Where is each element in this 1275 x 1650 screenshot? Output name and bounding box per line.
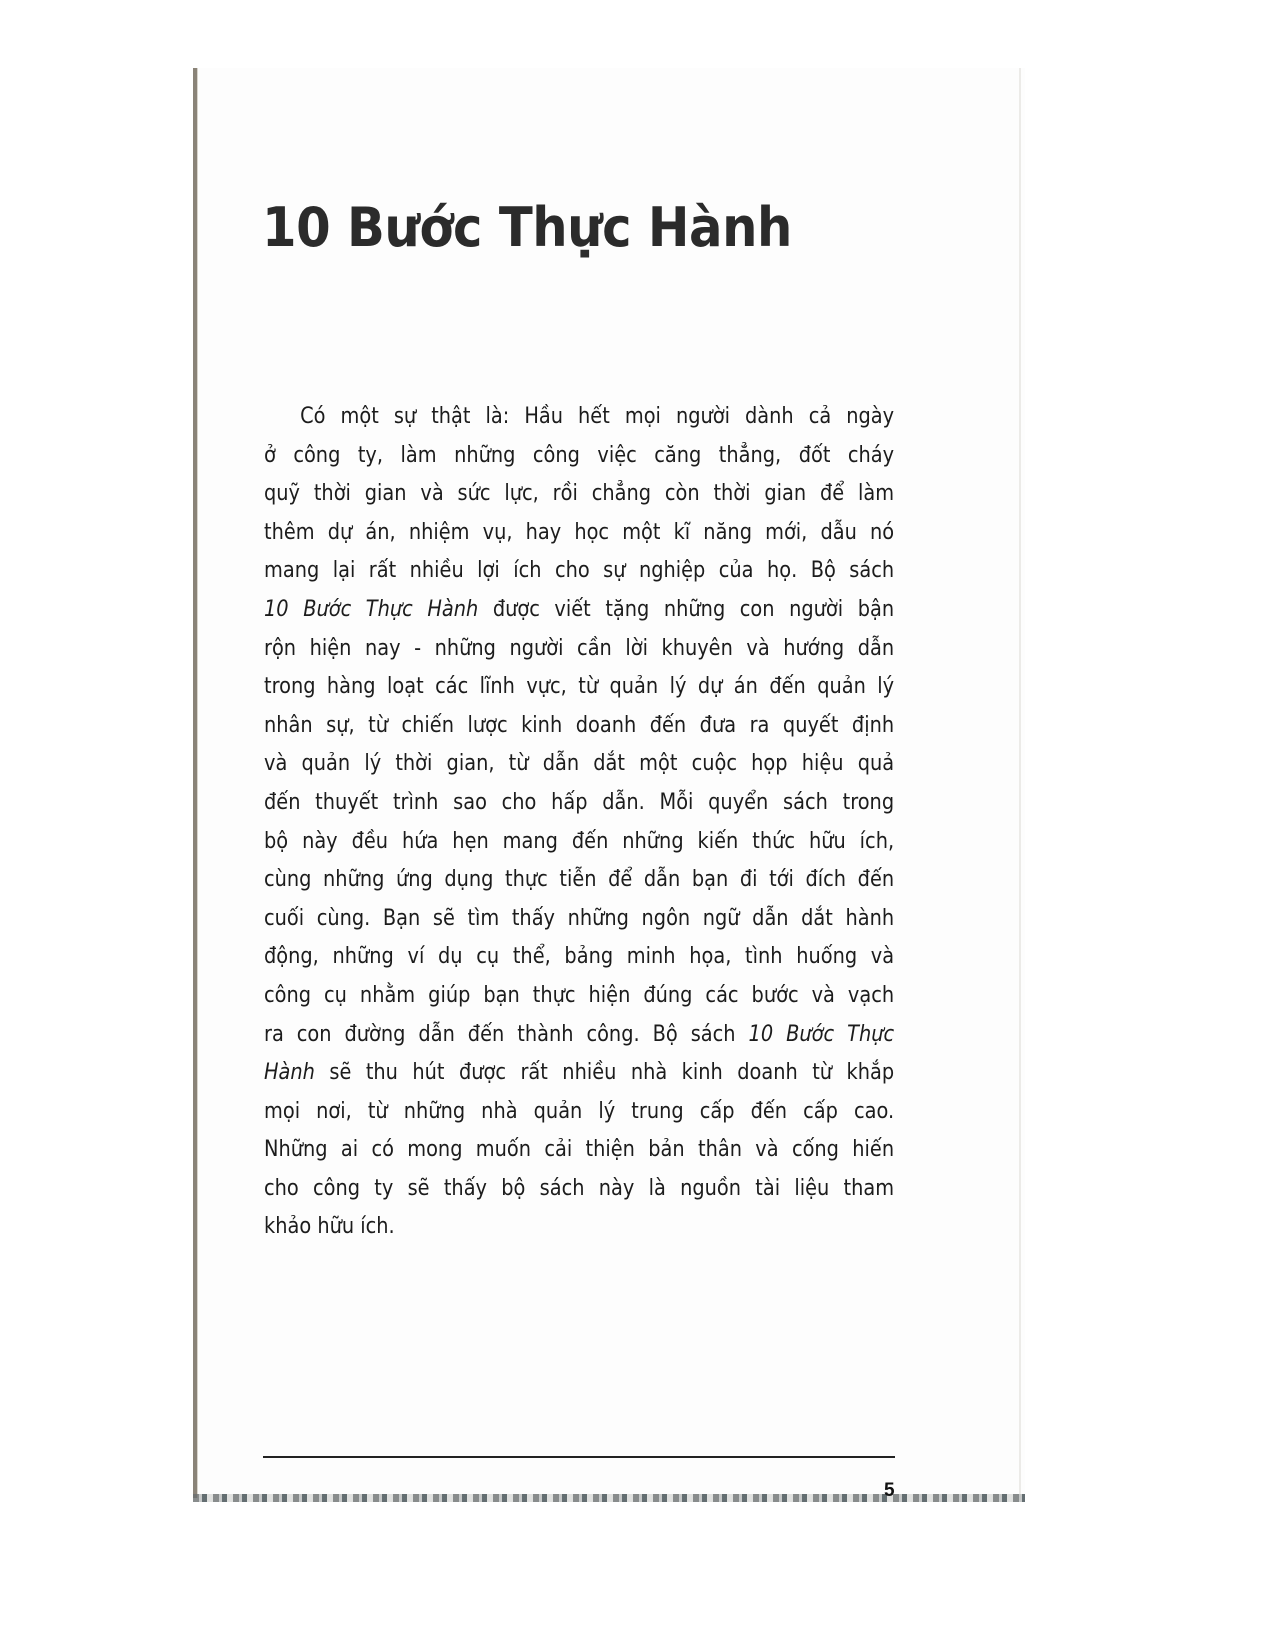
text-line bbox=[264, 899, 894, 938]
text-run: khảo hữu ích. bbox=[264, 1213, 395, 1240]
text-run: cùng những ứng dụng thực tiễn để dẫn bạn đi tới đích đến bbox=[264, 866, 895, 893]
text-run: Có một sự thật là: Hầu hết mọi người dành cả ngày bbox=[300, 403, 895, 429]
text-line bbox=[264, 822, 894, 861]
body-paragraph bbox=[264, 397, 894, 1246]
text-line bbox=[264, 1130, 894, 1169]
text-run: được viết tặng những con người bận bbox=[478, 595, 895, 622]
text-run: ở công ty, làm những công việc căng thẳng, đốt cháy bbox=[264, 441, 895, 468]
text-run: bộ này đều hứa hẹn mang đến những kiến thức hữu ích, bbox=[264, 827, 895, 854]
text-line bbox=[264, 1207, 894, 1246]
footer-rule bbox=[263, 1456, 895, 1458]
book-title-italic: 10 Bước Thực Hành bbox=[264, 595, 479, 622]
text-run: cho công ty sẽ thấy bộ sách này là nguồn tài liệu tham bbox=[264, 1174, 895, 1201]
text-run: sẽ thu hút được rất nhiều nhà kinh doanh từ khắp bbox=[314, 1059, 895, 1086]
text-run: ra con đường dẫn đến thành công. Bộ sách bbox=[264, 1020, 749, 1047]
text-line bbox=[264, 1053, 894, 1092]
text-line bbox=[264, 397, 894, 436]
text-run: Những ai có mong muốn cải thiện bản thân và cống hiến bbox=[264, 1136, 895, 1163]
text-run: nhân sự, từ chiến lược kinh doanh đến đưa ra quyết định bbox=[264, 711, 895, 738]
text-line bbox=[264, 590, 894, 629]
text-run: cuối cùng. Bạn sẽ tìm thấy những ngôn ngữ dẫn dắt hành bbox=[264, 904, 895, 931]
text-line bbox=[264, 860, 894, 899]
text-line bbox=[264, 551, 894, 590]
page-edge bbox=[1019, 68, 1021, 1500]
text-line bbox=[264, 1015, 894, 1054]
text-line bbox=[264, 976, 894, 1015]
text-line bbox=[264, 1092, 894, 1131]
text-run: thêm dự án, nhiệm vụ, hay học một kĩ năng mới, dẫu nó bbox=[264, 518, 895, 545]
text-line bbox=[264, 744, 894, 783]
text-run: quỹ thời gian và sức lực, rồi chẳng còn thời gian để làm bbox=[264, 480, 895, 507]
page-number: 5 bbox=[884, 1480, 895, 1501]
text-line bbox=[264, 706, 894, 745]
text-run: động, những ví dụ cụ thể, bảng minh họa, tình huống và bbox=[264, 943, 895, 970]
book-title-italic: 10 Bước Thực bbox=[748, 1020, 895, 1047]
text-line bbox=[264, 1169, 894, 1208]
text-run: rộn hiện nay - những người cần lời khuyên và hướng dẫn bbox=[264, 634, 895, 661]
text-line bbox=[264, 474, 894, 513]
text-run: và quản lý thời gian, từ dẫn dắt một cuộc họp hiệu quả bbox=[264, 750, 895, 777]
text-line bbox=[264, 629, 894, 668]
page-bottom-edge bbox=[193, 1494, 1025, 1502]
text-run: công cụ nhằm giúp bạn thực hiện đúng các bước và vạch bbox=[264, 981, 895, 1008]
text-run: mọi nơi, từ những nhà quản lý trung cấp đến cấp cao. bbox=[264, 1097, 895, 1124]
book-title-italic: Hành bbox=[264, 1059, 315, 1086]
text-line bbox=[264, 783, 894, 822]
text-line bbox=[264, 436, 894, 475]
text-run: mang lại rất nhiều lợi ích cho sự nghiệp của họ. Bộ sách bbox=[264, 557, 895, 584]
text-run: đến thuyết trình sao cho hấp dẫn. Mỗi quyển sách trong bbox=[264, 788, 895, 815]
text-line bbox=[264, 937, 894, 976]
text-line bbox=[264, 513, 894, 552]
text-run: trong hàng loạt các lĩnh vực, từ quản lý dự án đến quản lý bbox=[264, 673, 895, 700]
text-line bbox=[264, 667, 894, 706]
chapter-title: 10 Bước Thực Hành bbox=[262, 196, 792, 259]
